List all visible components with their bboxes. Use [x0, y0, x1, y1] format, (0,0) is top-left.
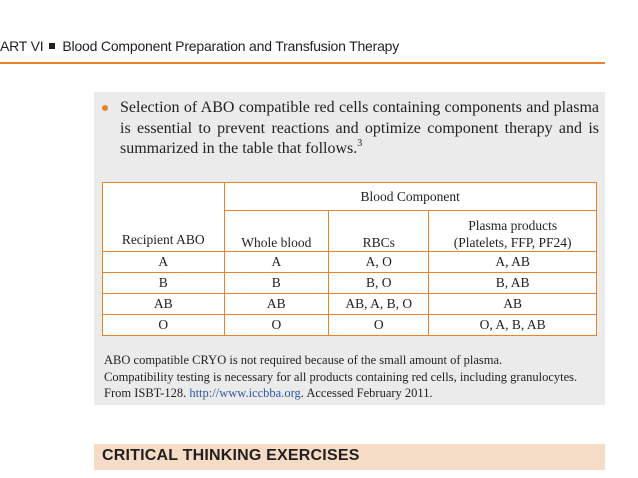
table-cell: AB: [224, 294, 329, 315]
table-cell: O: [103, 315, 225, 336]
bullet-paragraph: [104, 98, 599, 160]
table-cell: O: [224, 315, 329, 336]
bullet-text: Selection of ABO compatible red cells containing components and plasma is essential to prevent reactions and optimize component therapy and is summarized in the table that follows.: [120, 99, 599, 157]
section-title: CRITICAL THINKING EXERCISES: [102, 447, 360, 464]
table-cell: AB, A, B, O: [329, 294, 429, 315]
iccbba-link[interactable]: http://www.iccbba.org: [189, 386, 301, 400]
header-title: Blood Component Preparation and Transfusion Therapy: [62, 38, 400, 54]
section-heading-bar: [94, 444, 605, 470]
table-cell: B: [103, 273, 225, 294]
running-header: [0, 38, 399, 60]
table-cell: A: [103, 252, 225, 273]
table-cell: B: [224, 273, 329, 294]
table-row: [103, 315, 597, 336]
table-cell: AB: [103, 294, 225, 315]
table-cell: B, AB: [429, 273, 597, 294]
table-cell: O: [329, 315, 429, 336]
bullet-dot-icon: [102, 105, 108, 111]
table-cell: A, AB: [429, 252, 597, 273]
header-whole-blood: Whole blood: [224, 211, 329, 252]
summary-box: [94, 92, 605, 405]
footnote-source: [104, 385, 577, 402]
header-plasma-products: [429, 211, 597, 252]
plasma-products-sublabel: (Platelets, FFP, PF24): [453, 235, 572, 250]
reference-superscript: 3: [357, 138, 363, 149]
header-blood-component: Blood Component: [224, 183, 597, 211]
header-rule: [0, 62, 605, 64]
table-row: [103, 273, 597, 294]
header-recipient-abo: Recipient ABO: [103, 183, 225, 252]
plasma-products-label: Plasma products: [468, 218, 558, 233]
footnote-compatibility: Compatibility testing is necessary for all products containing red cells, including granulocytes.: [104, 369, 578, 384]
footnote-cryo: ABO compatible CRYO is not required because of the small amount of plasma.: [104, 353, 503, 367]
table-cell: B, O: [329, 273, 429, 294]
table-row: [103, 252, 597, 273]
abo-compatibility-table: [102, 182, 597, 336]
table-cell: A, O: [329, 252, 429, 273]
table-cell: AB: [429, 294, 597, 315]
table-cell: O, A, B, AB: [429, 315, 597, 336]
source-prefix: From ISBT-128.: [104, 386, 187, 400]
header-rbcs: RBCs: [329, 211, 429, 252]
part-label: ART VI: [0, 38, 44, 54]
table-cell: A: [224, 252, 329, 273]
source-suffix: . Accessed February 2011.: [300, 386, 433, 400]
square-bullet-icon: [49, 43, 55, 49]
table-footnotes: [104, 352, 577, 402]
table-row: [103, 294, 597, 315]
